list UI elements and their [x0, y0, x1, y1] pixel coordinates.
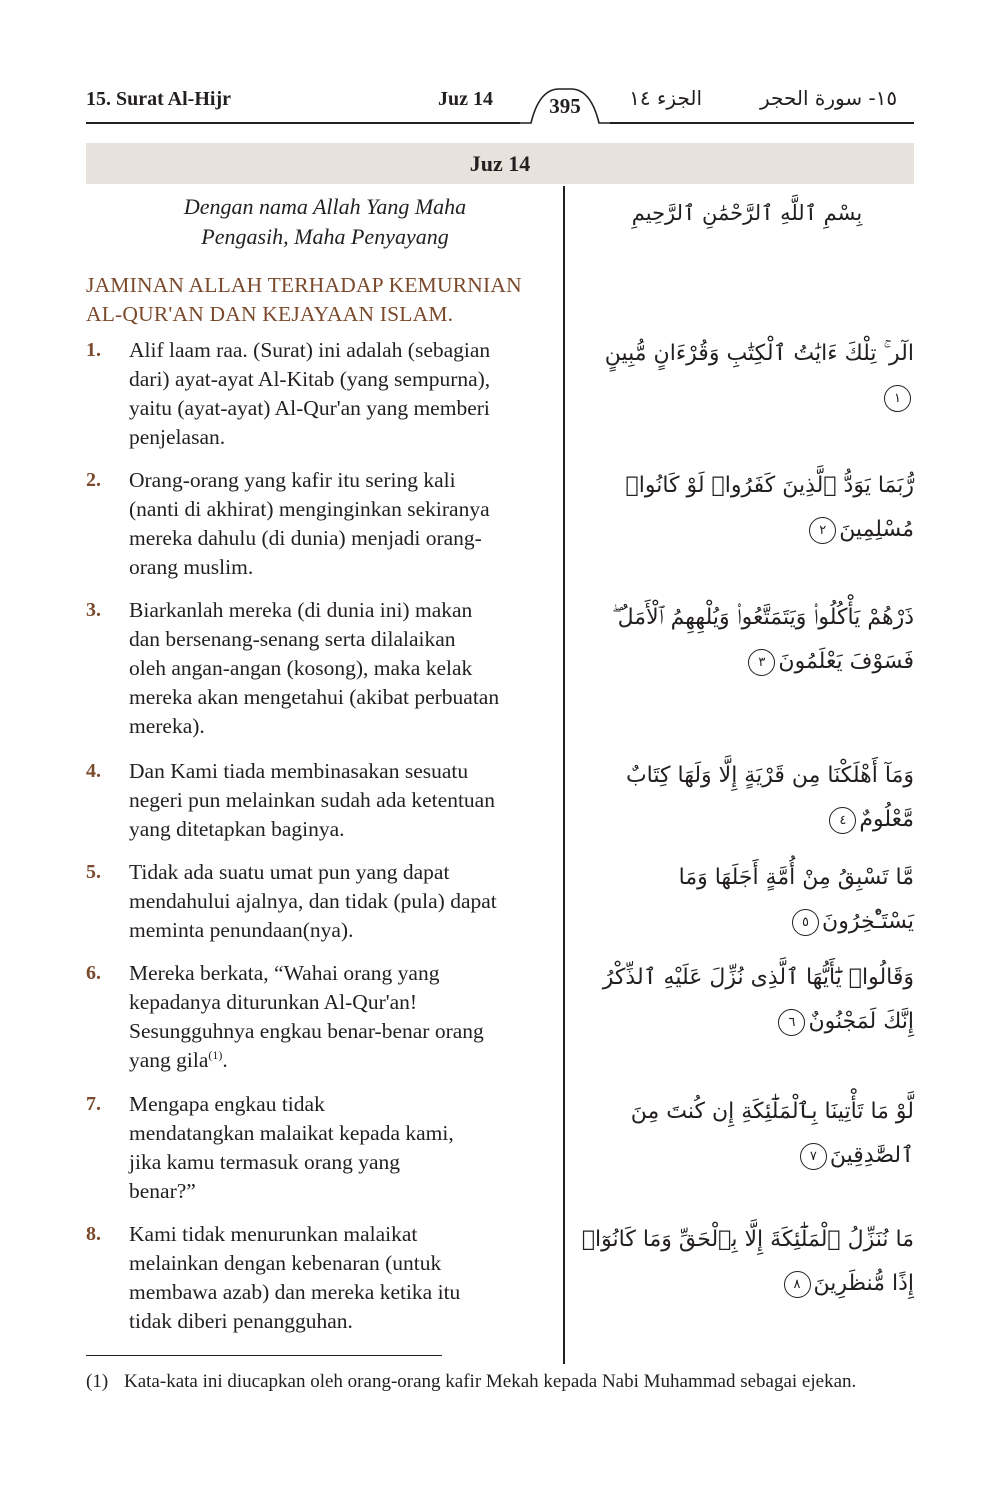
verse-arabic — [580, 1218, 914, 1306]
verse-number: 4. — [86, 760, 101, 782]
verse-end-marker: ٤ — [829, 807, 856, 834]
verse-line: mendahului ajalnya, dan tidak (pula) dapat — [129, 889, 497, 913]
verse-end-marker: ٣ — [748, 649, 775, 676]
verse-line: Dan Kami tiada membinasakan sesuatu — [129, 759, 469, 783]
verse-arabic — [580, 1090, 914, 1178]
verse-number: 6. — [86, 962, 101, 984]
footnote-mark: (1) — [86, 1371, 109, 1392]
verse-line: yaitu (ayat-ayat) Al-Qur'an yang memberi — [129, 396, 490, 420]
verse-line-tail: . — [222, 1048, 228, 1072]
verse-arabic — [580, 464, 914, 552]
header-rule-right — [610, 122, 914, 124]
verse-translation — [129, 466, 559, 582]
verse-number: 2. — [86, 469, 101, 491]
page-number-tab — [518, 86, 612, 126]
verse-arabic-line: وَمَآ أَهْلَكْنَا مِن قَرْيَةٍ إِلَّا وَلَهَا كِتَابٌ — [625, 763, 914, 788]
verse-number: 3. — [86, 599, 101, 621]
verse-arabic-line: لَّوْ مَا تَأْتِينَا بِٱلْمَلَٰٓئِكَةِ إِن كُنتَ مِنَ — [630, 1099, 914, 1124]
verse-line: Orang-orang yang kafir itu sering kali — [129, 468, 456, 492]
verse-number: 8. — [86, 1223, 101, 1245]
header-rule-left — [86, 122, 520, 124]
verse-number: 5. — [86, 861, 101, 883]
verse-arabic-line — [580, 1000, 914, 1044]
verse-line: Mereka berkata, “Wahai orang yang — [129, 961, 440, 985]
verse-end-marker: ٧ — [800, 1143, 827, 1170]
verse-end-marker: ٢ — [809, 517, 836, 544]
basmala-translation — [100, 192, 550, 252]
verse-line: jika kamu termasuk orang yang — [129, 1150, 401, 1174]
verse-arabic-line — [580, 332, 914, 420]
verse-arabic — [580, 956, 914, 1044]
surah-title-arabic: ١٥- سورة الحجر — [760, 86, 898, 110]
page-number: 395 — [549, 94, 581, 118]
verse-line: membawa azab) dan mereka ketika itu — [129, 1280, 461, 1304]
verse-line: tidak diberi penangguhan. — [129, 1309, 353, 1333]
verse-end-marker: ٦ — [778, 1009, 805, 1036]
verse-line: melainkan dengan kebenaran (untuk — [129, 1251, 442, 1275]
verse-line: mendatangkan malaikat kepada kami, — [129, 1121, 454, 1145]
verse-arabic-line — [580, 508, 914, 552]
verse-number: 7. — [86, 1093, 101, 1115]
section-title — [86, 271, 560, 329]
basmala-arabic: بِسْمِ ٱللَّهِ ٱلرَّحْمَٰنِ ٱلرَّحِيمِ — [631, 201, 863, 225]
section-title-line: AL-QUR'AN DAN KEJAYAAN ISLAM. — [86, 302, 454, 326]
verse-arabic-line: ذَرْهُمْ يَأْكُلُوا۟ وَيَتَمَتَّعُوا۟ وَيُلْهِهِمُ ٱلْأَمَلُ ۖ — [612, 605, 914, 630]
basmala-translation-line: Pengasih, Maha Penyayang — [201, 224, 449, 249]
verse-line: Biarkanlah mereka (di dunia ini) makan — [129, 598, 473, 622]
verse-line: Kami tidak menurunkan malaikat — [129, 1222, 418, 1246]
verse-arabic — [580, 596, 914, 684]
verse-line: yang ditetapkan baginya. — [129, 817, 345, 841]
verse-translation — [129, 336, 559, 452]
verse-arabic-text: مُسْلِمِينَ — [839, 517, 914, 542]
verse-line: orang muslim. — [129, 555, 254, 579]
verse-translation — [129, 596, 559, 741]
verse-line: mereka). — [129, 714, 205, 738]
verse-arabic-text: الٓر ۚ تِلْكَ ءَايَٰتُ ٱلْكِتَٰبِ وَقُرْءَانٍ مُّبِينٍ — [604, 341, 914, 366]
verse-arabic-line — [580, 856, 914, 944]
verse-arabic — [580, 754, 914, 842]
verse-line: Sesungguhnya engkau benar-benar orang — [129, 1019, 484, 1043]
verse-number: 1. — [86, 339, 101, 361]
verse-arabic-line: وَقَالُوا۟ يَٰٓأَيُّهَا ٱلَّذِى نُزِّلَ عَلَيْهِ ٱلذِّكْرُ — [602, 965, 914, 990]
verse-arabic-line — [580, 640, 914, 684]
verse-line: Tidak ada suatu umat pun yang dapat — [129, 860, 450, 884]
column-divider — [563, 186, 565, 1364]
verse-translation — [129, 1090, 559, 1206]
verse-arabic-line — [580, 798, 914, 842]
verse-translation — [129, 959, 559, 1075]
juz-banner-text: Juz 14 — [469, 151, 531, 176]
verse-line: mereka dahulu (di dunia) menjadi orang- — [129, 526, 482, 550]
verse-arabic — [580, 332, 914, 420]
footnote-rule — [86, 1355, 442, 1356]
verse-arabic-line: مَا نُنَزِّلُ ٱلْمَلَٰٓئِكَةَ إِلَّا بِٱلْحَقِّ وَمَا كَانُوٓا۟ — [581, 1227, 914, 1252]
footnote-text: Kata-kata ini diucapkan oleh orang-orang kafir Mekah kepada Nabi Muhammad sebagai ejekan. — [124, 1371, 857, 1392]
verse-line-text: yang gila — [129, 1048, 209, 1072]
verse-translation — [129, 757, 559, 844]
verse-arabic-text: إِنَّكَ لَمَجْنُونٌ — [808, 1009, 914, 1034]
verse-arabic-line — [580, 1134, 914, 1178]
section-title-line: JAMINAN ALLAH TERHADAP KEMURNIAN — [86, 273, 522, 297]
verse-line: Mengapa engkau tidak — [129, 1092, 325, 1116]
verse-line — [129, 1046, 559, 1075]
verse-arabic — [580, 856, 914, 944]
verse-end-marker: ٥ — [792, 909, 819, 936]
verse-arabic-text: فَسَوْفَ يَعْلَمُونَ — [778, 649, 914, 674]
juz-label-latin: Juz 14 — [438, 88, 493, 110]
verse-arabic-text: مَّعْلُومٌ — [859, 807, 914, 832]
verse-end-marker: ٨ — [784, 1271, 811, 1298]
surah-title-latin: 15. Surat Al-Hijr — [86, 88, 231, 110]
verse-translation — [129, 858, 559, 945]
footnote-ref[interactable]: (1) — [208, 1047, 223, 1062]
verse-line: benar?” — [129, 1179, 196, 1203]
verse-line: penjelasan. — [129, 425, 226, 449]
verse-translation — [129, 1220, 559, 1336]
verse-line: kepadanya diturunkan Al-Qur'an! — [129, 990, 418, 1014]
juz-label-arabic: الجزء ١٤ — [629, 86, 702, 110]
verse-line: mereka akan mengetahui (akibat perbuatan — [129, 685, 500, 709]
basmala-translation-line: Dengan nama Allah Yang Maha — [183, 194, 467, 219]
verse-arabic-line: رُّبَمَا يَوَدُّ ٱلَّذِينَ كَفَرُوا۟ لَوْ كَانُوا۟ — [625, 473, 914, 498]
verse-arabic-text: مَّا تَسْبِقُ مِنْ أُمَّةٍ أَجَلَهَا وَمَا يَسْتَـْٔخِرُونَ — [678, 865, 914, 934]
verse-line: oleh angan-angan (kosong), maka kelak — [129, 656, 473, 680]
verse-arabic-text: إِذًا مُّنظَرِينَ — [813, 1271, 914, 1296]
verse-end-marker: ١ — [884, 385, 911, 412]
verse-line: Alif laam raa. (Surat) ini adalah (sebagian — [129, 338, 491, 362]
verse-line: negeri pun melainkan sudah ada ketentuan — [129, 788, 495, 812]
verse-arabic-text: ٱلصَّٰدِقِينَ — [829, 1143, 914, 1168]
verse-line: dari) ayat-ayat Al-Kitab (yang sempurna), — [129, 367, 491, 391]
verse-line: (nanti di akhirat) menginginkan sekiranya — [129, 497, 490, 521]
juz-banner — [86, 143, 914, 184]
verse-line: meminta penundaan(nya). — [129, 918, 354, 942]
verse-arabic-line — [580, 1262, 914, 1306]
verse-line: dan bersenang-senang serta dilalaikan — [129, 627, 456, 651]
